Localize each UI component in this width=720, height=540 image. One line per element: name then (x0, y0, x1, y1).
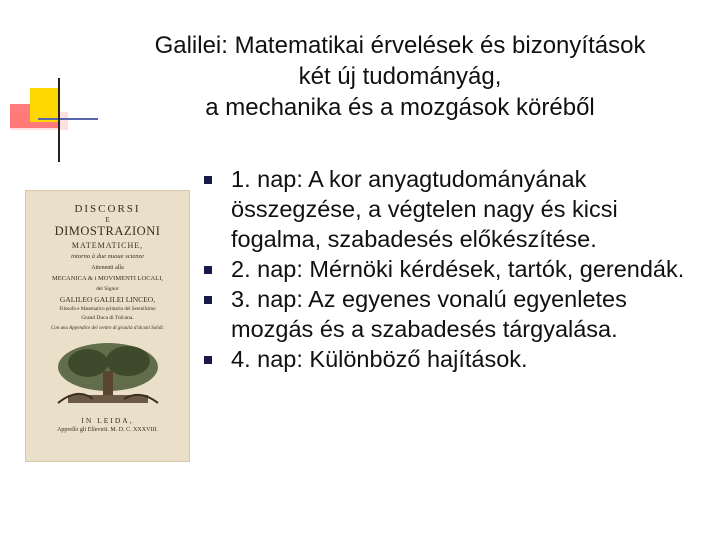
cover-line: MATEMATICHE, (71, 241, 144, 250)
bullet-list (208, 164, 708, 374)
square-bullet-icon (204, 176, 212, 184)
bullet-text: 4. nap: Különböző hajítások. (231, 346, 528, 372)
list-item (208, 254, 708, 284)
list-item (208, 344, 708, 374)
bullet-text: 1. nap: A kor anyagtudományának összegzése, a végtelen nagy és kicsi fogalma, szabadesés előkészítése. (231, 166, 618, 252)
cover-line: intorno à due nuoue scienze (71, 253, 144, 260)
cover-line: Grand Duca di Toſcana. (81, 315, 134, 321)
cover-line: DIMOSTRAZIONI (54, 224, 161, 238)
title-line-1: Galilei: Matematikai érvelések és bizonyítások (154, 32, 646, 59)
slide-title (100, 30, 700, 123)
list-item (208, 284, 708, 344)
decor-yellow-square (30, 88, 60, 122)
title-line-2: két új tudományág, (298, 63, 502, 90)
bullet-text: 3. nap: Az egyenes vonalú egyenletes mozgás és a szabadesés tárgyalása. (231, 286, 627, 342)
cover-line: MECANICA & i MOVIMENTI LOCALI, (51, 275, 164, 282)
book-cover-image (25, 190, 190, 462)
cover-line: GALILEO GALILEI LINCEO, (59, 295, 156, 304)
decor-vertical-line (58, 78, 60, 162)
printers-mark-tree-icon (48, 337, 168, 407)
square-bullet-icon (204, 356, 212, 364)
decor-horizontal-line (38, 118, 98, 120)
bullet-text: 2. nap: Mérnöki kérdések, tartók, gerendák. (231, 256, 685, 282)
square-bullet-icon (204, 266, 212, 274)
cover-line: Appreſſo gli Elſevirii. M. D. C. XXXVIII. (57, 427, 158, 433)
cover-line: DISCORSI (74, 203, 141, 215)
square-bullet-icon (204, 296, 212, 304)
cover-line: IN LEIDA, (81, 416, 134, 425)
title-line-3: a mechanika és a mozgások köréből (205, 94, 595, 121)
cover-line: Filosofo e Matematico primario del Sereniſsimo (59, 307, 156, 312)
cover-line: Con una Appendice del centro di grauità d'alcuni Solidi. (50, 326, 165, 331)
list-item (208, 164, 708, 254)
cover-line: Attenenti alla (91, 265, 124, 271)
cover-line: del Signor (96, 286, 119, 292)
cover-line: E (105, 216, 110, 224)
